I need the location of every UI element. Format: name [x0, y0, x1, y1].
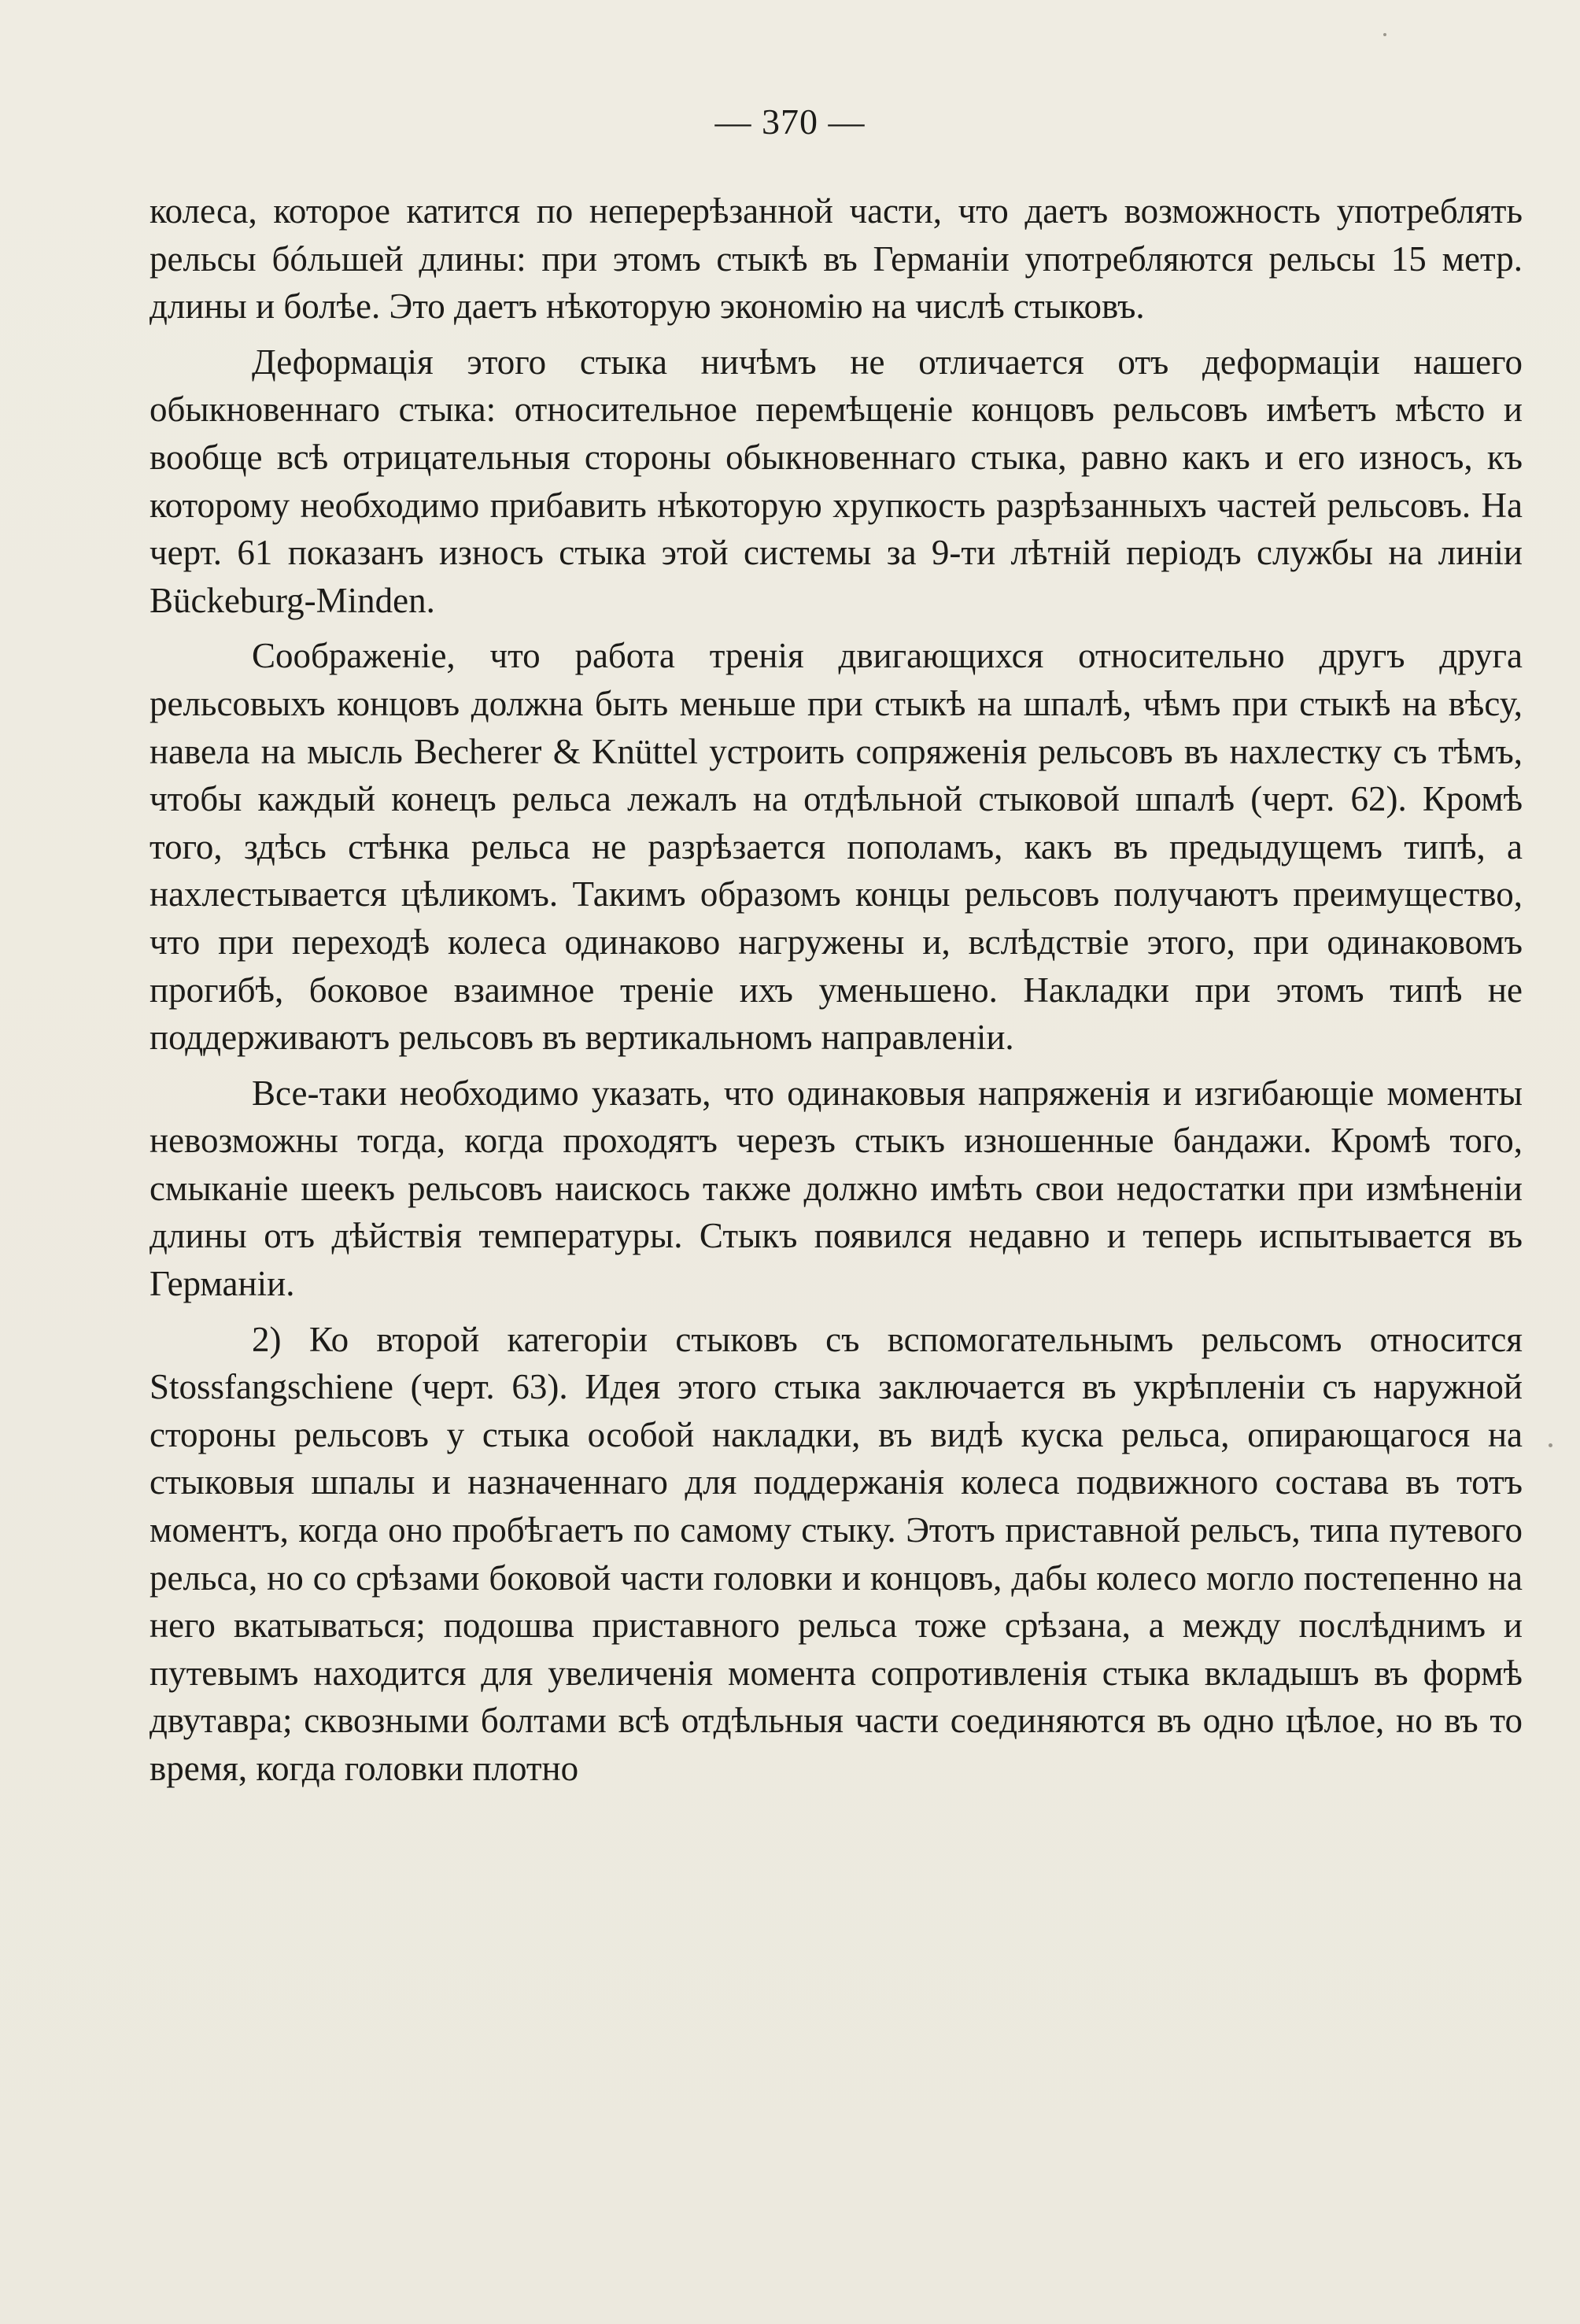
- scan-speck: [1549, 1443, 1552, 1447]
- paragraph-becherer-knuttel: Соображеніе, что работа тренія двигающихся относительно другъ друга рельсовыхъ концовъ должна быть меньше при стыкѣ на шпалѣ, чѣмъ при стыкѣ на вѣсу, навела на мысль Becherer & Knüttel устроить сопряженія рельсовъ въ нахлестку съ тѣмъ, чтобы каждый конецъ рельса лежалъ на отдѣльной стыковой шпалѣ (черт. 62). Кромѣ того, здѣсь стѣнка рельса не разрѣзается пополамъ, какъ въ предыдущемъ типѣ, а нахлестывается цѣликомъ. Такимъ образомъ концы рельсовъ получаютъ преимущество, что при переходѣ колеса одинаково нагружены и, вслѣдствіе этого, при одинаковомъ прогибѣ, боковое взаимное треніе ихъ уменьшено. Накладки при этомъ типѣ не поддерживаютъ рельсовъ въ вертикальномъ направленіи.: [150, 636, 1523, 1058]
- paragraph-drawbacks: Все-таки необходимо указать, что одинаковыя напряженія и изгибающіе моменты невозможны тогда, когда проходятъ черезъ стыкъ изношенные бандажи. Кромѣ того, смыканіе шеекъ рельсовъ наискось также должно имѣть свои недостатки при измѣненіи длины отъ дѣйствія температуры. Стыкъ появился недавно и теперь испытывается въ Германіи.: [150, 1073, 1523, 1304]
- page-number: — 370 —: [714, 102, 866, 142]
- scan-speck: [1383, 33, 1386, 36]
- paragraph-deformation: Деформація этого стыка ничѣмъ не отличается отъ деформаціи нашего обыкновеннаго стыка: относительное перемѣщеніе концовъ рельсовъ имѣетъ мѣсто и вообще всѣ отрицательныя стороны обыкновеннаго стыка, равно какъ и его износъ, къ которому необходимо прибавить нѣкоторую хрупкость разрѣзанныхъ частей рельсовъ. На черт. 61 показанъ износъ стыка этой системы за 9-ти лѣтній періодъ службы на линіи Bückeburg-Minden.: [150, 342, 1523, 620]
- paragraph-continuation: колеса, которое катится по неперерѣзанной части, что даетъ возможность употреблять рельсы бóльшей длины: при этомъ стыкѣ въ Германіи употребляются рельсы 15 метр. длины и болѣе. Это даетъ нѣкоторую экономію на числѣ стыковъ.: [150, 191, 1523, 327]
- paragraph-stossfangschiene: 2) Ко второй категоріи стыковъ съ вспомогательнымъ рельсомъ относится Stossfangschiene (черт. 63). Идея этого стыка заключается въ укрѣпленіи съ наружной стороны рельсовъ у стыка особой накладки, въ видѣ куска рельса, опирающагося на стыковыя шпалы и назначеннаго для поддержанія колеса подвижного состава въ тотъ моментъ, когда оно пробѣгаетъ по самому стыку. Этотъ приставной рельсъ, типа путевого рельса, но со срѣзами боковой части головки и концовъ, дабы колесо могло постепенно на него вкатываться; подошва приставного рельса тоже срѣзана, а между послѣднимъ и путевымъ находится для увеличенія момента сопротивленія стыка вкладышъ въ формѣ двутавра; сквозными болтами всѣ отдѣльныя части соединяются въ одно цѣлое, но въ то время, когда головки плотно: [150, 1319, 1523, 1788]
- body-text: [150, 187, 1523, 1801]
